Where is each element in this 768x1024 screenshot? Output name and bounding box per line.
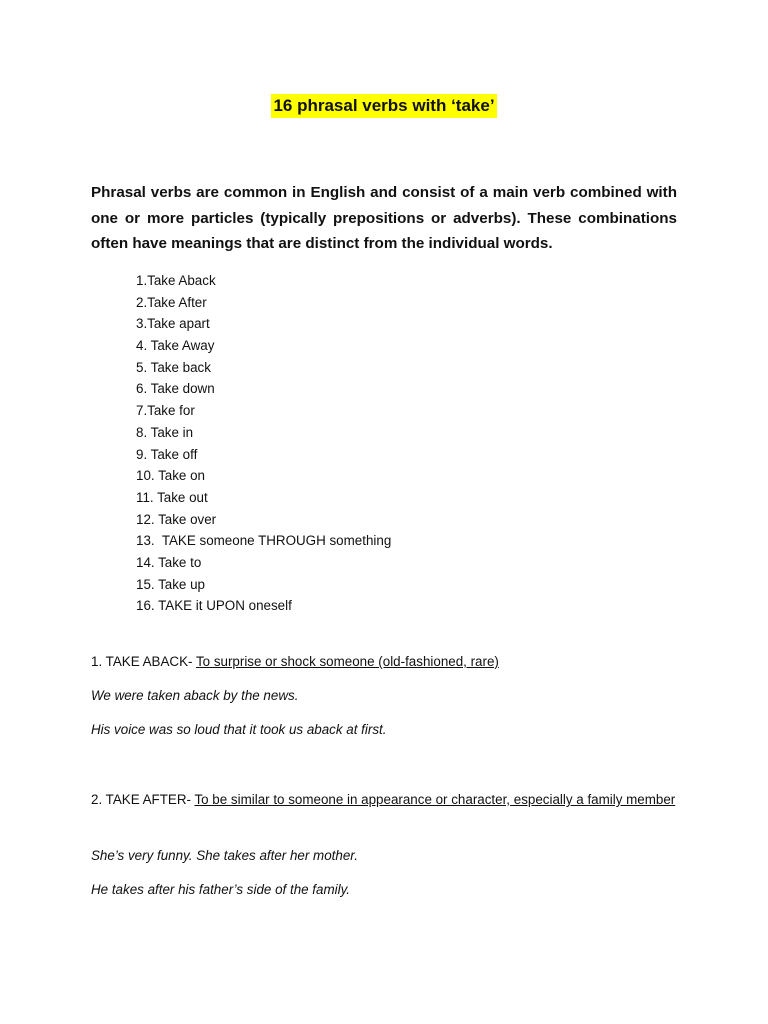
entry-term: 2. TAKE AFTER-: [91, 792, 195, 807]
entry-definition: To surprise or shock someone (old-fashioned, rare): [195, 654, 499, 669]
title-highlight: 16 phrasal verbs with ‘take’: [271, 94, 496, 118]
entry-take-after: [91, 789, 678, 811]
document-title: [0, 96, 768, 116]
list-item: 13. TAKE someone THROUGH something: [136, 533, 392, 549]
list-item: 2.Take After: [136, 294, 207, 310]
list-item: 6. Take down: [136, 381, 215, 397]
list-item: 3.Take apart: [136, 316, 210, 332]
list-item: 4. Take Away: [136, 338, 215, 354]
list-item: 14. Take to: [136, 554, 202, 570]
list-item: 12. Take over: [136, 511, 217, 527]
list-item: 15. Take up: [136, 576, 205, 592]
list-item: 5. Take back: [136, 359, 211, 375]
entry-term: 1. TAKE ABACK-: [91, 654, 196, 669]
list-item: 16. TAKE it UPON oneself: [136, 598, 292, 614]
entry-take-aback: [91, 651, 678, 673]
list-item: 7.Take for: [136, 403, 195, 419]
example-sentence: His voice was so loud that it took us aback at first.: [91, 722, 387, 737]
intro-paragraph: Phrasal verbs are common in English and consist of a main verb combined with one or more particles (typically prepositions or adverbs). These combinations often have meanings that are distinct from the individual words.: [91, 184, 677, 252]
entry-definition: To be similar to someone in appearance or character, especially a family member: [194, 792, 676, 807]
list-item: 1.Take Aback: [136, 273, 216, 288]
phrasal-verb-list: [136, 270, 391, 617]
list-item: 11. Take out: [136, 489, 208, 505]
example-sentence: He takes after his father’s side of the family.: [91, 882, 351, 897]
list-item: 10. Take on: [136, 468, 205, 484]
example-sentence: She’s very funny. She takes after her mother.: [91, 848, 358, 863]
example-sentence: We were taken aback by the news.: [91, 688, 299, 703]
list-item: 8. Take in: [136, 424, 194, 440]
list-item: 9. Take off: [136, 446, 198, 462]
